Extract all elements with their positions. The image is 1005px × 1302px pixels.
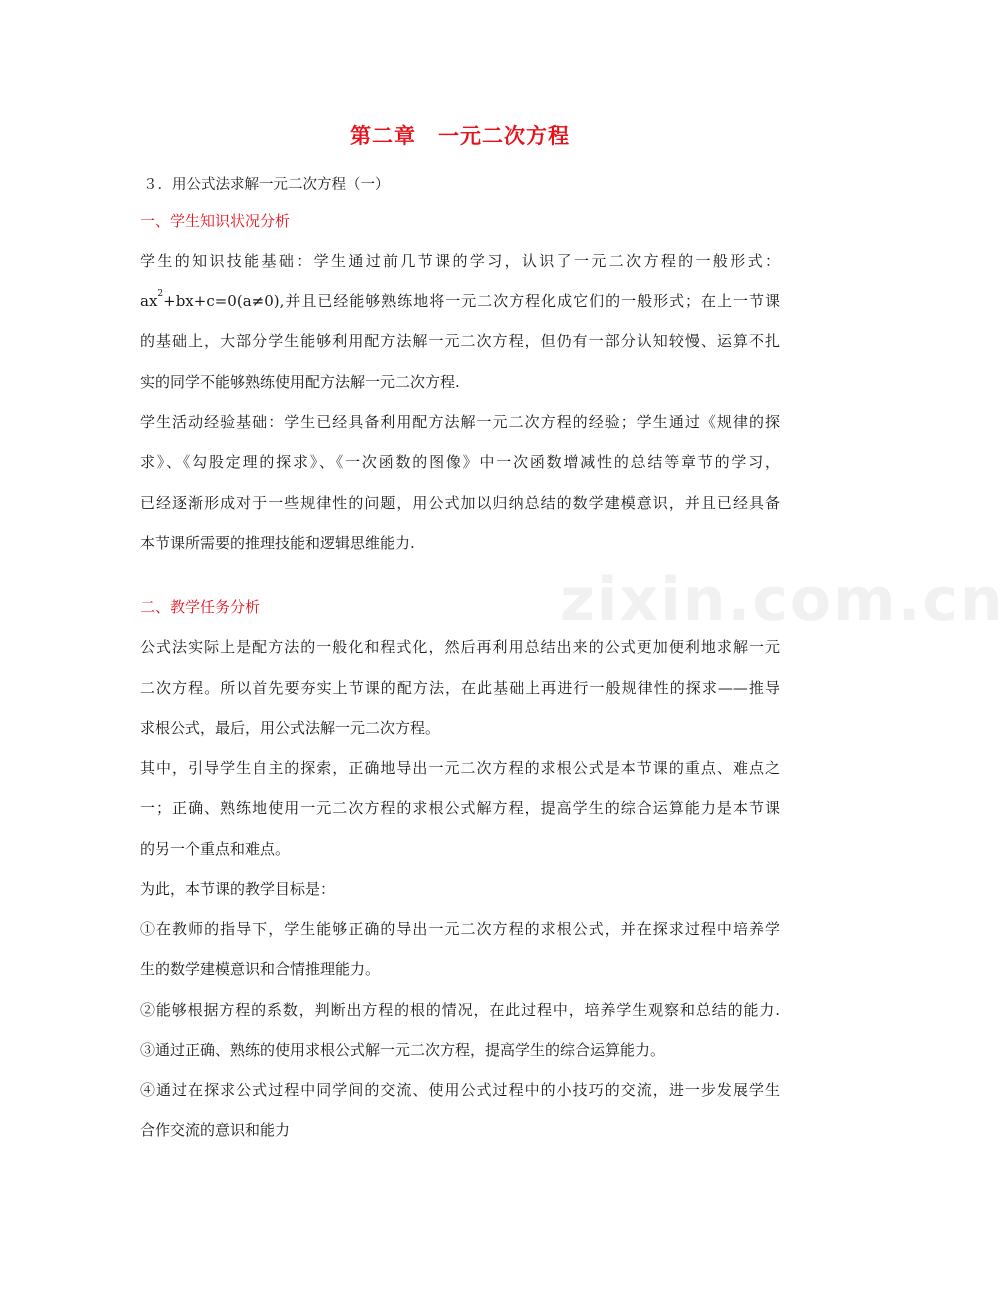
paragraph-line: 一；正确、熟练地使用一元二次方程的求根公式解方程，提高学生的综合运算能力是本节课 bbox=[140, 799, 780, 817]
paragraph-line: 本节课所需要的推理技能和逻辑思维能力. bbox=[140, 534, 415, 552]
paragraph-line: 求根公式，最后，用公式法解一元二次方程。 bbox=[140, 719, 441, 737]
paragraph-line: 求》、《勾股定理的探求》、《一次函数的图像》中一次函数增减性的总结等章节的学习， bbox=[140, 453, 780, 471]
paragraph-line: 学生活动经验基础：学生已经具备利用配方法解一元二次方程的经验；学生通过《规律的探 bbox=[140, 413, 780, 431]
paragraph-line: 的另一个重点和难点。 bbox=[140, 840, 291, 858]
goal-item-1-continued: 生的数学建模意识和合情推理能力。 bbox=[140, 960, 381, 978]
paragraph-line: 已经逐渐形成对于一些规律性的问题，用公式加以归纳总结的数学建模意识，并且已经具备 bbox=[140, 494, 780, 512]
section-heading-task-analysis: 二、教学任务分析 bbox=[140, 598, 261, 616]
paragraph-line: 其中，引导学生自主的探索，正确地导出一元二次方程的求根公式是本节课的重点、难点之 bbox=[140, 759, 780, 777]
goal-item-4-continued: 合作交流的意识和能力 bbox=[140, 1121, 291, 1139]
goal-item-3: ③通过正确、熟练的使用求根公式解一元二次方程，提高学生的综合运算能力。 bbox=[140, 1041, 666, 1059]
watermark: zixin.com.cn bbox=[560, 565, 1005, 635]
goal-item-1: ①在教师的指导下，学生能够正确的导出一元二次方程的求根公式，并在探求过程中培养学 bbox=[140, 920, 780, 938]
paragraph-line-formula bbox=[140, 290, 780, 311]
paragraph-line: 为此，本节课的教学目标是： bbox=[140, 880, 336, 898]
section-heading-student-analysis: 一、学生知识状况分析 bbox=[140, 212, 291, 230]
goal-item-2: ②能够根据方程的系数，判断出方程的根的情况，在此过程中，培养学生观察和总结的能力. bbox=[140, 1001, 780, 1019]
paragraph-line: 公式法实际上是配方法的一般化和程式化，然后再利用总结出来的公式更加便利地求解一元 bbox=[140, 638, 780, 656]
lesson-subtitle: ３．用公式法求解一元二次方程（一） bbox=[143, 177, 390, 193]
page-title: 第二章 一元二次方程 bbox=[350, 123, 570, 148]
paragraph-line: 实的同学不能够熟练使用配方法解一元二次方程. bbox=[140, 373, 460, 391]
paragraph-line: 学生的知识技能基础：学生通过前几节课的学习，认识了一元二次方程的一般形式： bbox=[140, 252, 780, 270]
paragraph-line: 的基础上，大部分学生能够利用配方法解一元二次方程，但仍有一部分认知较慢、运算不扎 bbox=[140, 332, 780, 350]
formula-rest-text: +bx+c=0(a≠0),并且已经能够熟练地将一元二次方程化成它们的一般形式；在上一节课 bbox=[163, 292, 780, 310]
formula-text: ax bbox=[140, 292, 158, 310]
formula-exponent: 2 bbox=[157, 289, 164, 299]
goal-item-4: ④通过在探求公式过程中同学间的交流、使用公式过程中的小技巧的交流，进一步发展学生 bbox=[140, 1081, 780, 1099]
paragraph-line: 二次方程。所以首先要夯实上节课的配方法，在此基础上再进行一般规律性的探求——推导 bbox=[140, 679, 780, 697]
